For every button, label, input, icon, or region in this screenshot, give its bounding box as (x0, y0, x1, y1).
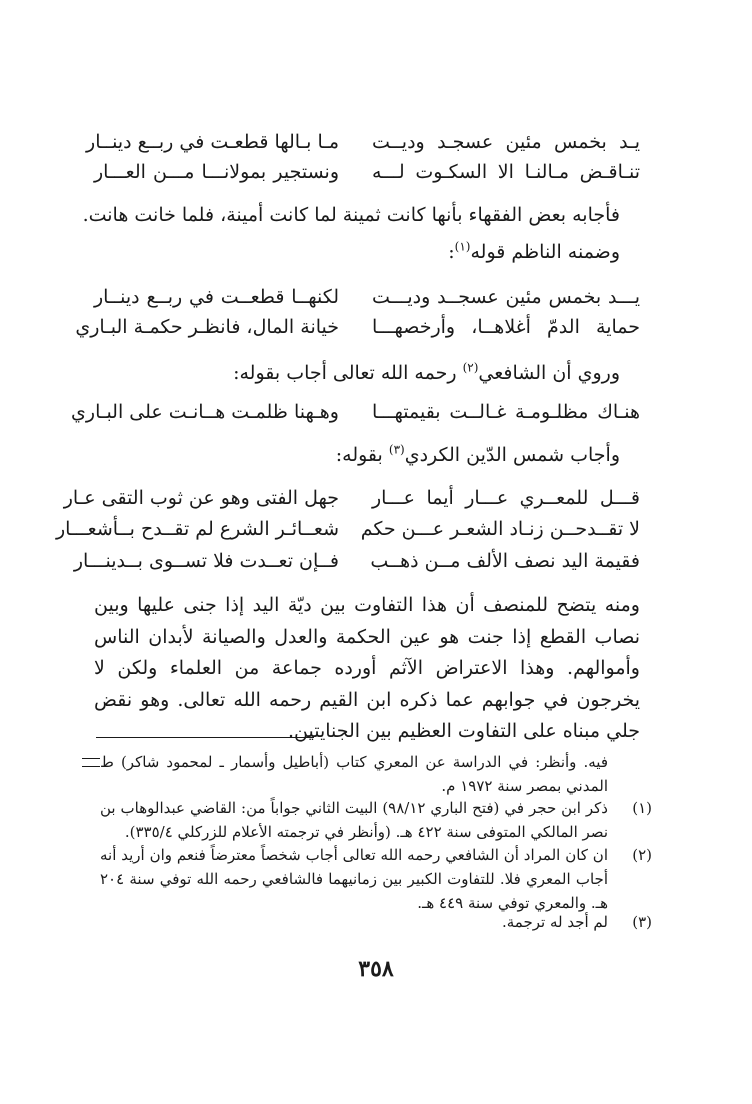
footnote-mark: (١) (632, 799, 652, 817)
prose-line (94, 440, 620, 471)
verse-line (71, 397, 640, 427)
verse-first-hemistich: لا تقــدحــن زنـاد الشعـر عـــن حكم (360, 518, 640, 540)
footnote-text: فيه. وأنظر: في الدراسة عن المعري كتاب (أباطيل وأسمار ـ لمحمود شاكر) ط المدني بمصر سنة ١٩٧٢ م. (100, 753, 608, 795)
prose-line (94, 358, 620, 389)
prose-line: فأجابه بعض الفقهاء بأنها كانت ثمينة لما كانت أمينة، فلما خانت هانت. (82, 204, 620, 226)
verse-second-hemistich: فــإن تعــدت فلا تســوى بــدينـــار (73, 550, 339, 572)
footnote-ref: (١) (454, 239, 471, 254)
footnote-separator (96, 737, 314, 738)
footnote-mark (616, 750, 652, 774)
verse-line (86, 127, 640, 157)
verse-second-hemistich: لكنهــا قطعــت في ربــع دينــار (94, 286, 339, 308)
verse-line (94, 157, 640, 187)
verse-second-hemistich: شعــائـر الشرع لم تقــدح بــأشعـــار (55, 518, 339, 540)
prose-text: رحمه الله تعالى أجاب بقوله: (233, 362, 463, 384)
verse-first-hemistich: فقيمة اليد نصف الألف مــن ذهــب (370, 550, 640, 572)
prose-text: وضمنه الناظم قوله (470, 241, 620, 263)
prose-text: وأجاب شمس الدّين الكردي (404, 444, 620, 466)
footnote-mark: (٣) (632, 913, 652, 931)
footnote (100, 910, 652, 934)
prose-line (94, 237, 620, 268)
verse-first-hemistich: يـد بخمس مئين عسجـد وديــت (372, 131, 640, 153)
verse-second-hemistich: ونستجير بمولانـــا مـــن العـــار (94, 161, 339, 183)
page-number: ٣٥٨ (358, 956, 394, 982)
verse-line (75, 312, 640, 342)
footnote-ref: (٣) (388, 442, 405, 457)
verse-first-hemistich: قـــل للمعــري عـــار أيما عـــار (372, 487, 640, 509)
prose-text: بقوله: (335, 444, 389, 466)
verse-second-hemistich: مـا بـالها قطعـت في ربــع دينــار (86, 131, 339, 153)
footnote-mark: (٢) (632, 846, 652, 864)
continuation-mark-icon (82, 758, 100, 767)
body-paragraph: ومنه يتضح للمنصف أن هذا التفاوت بين ديّة اليد إذا جنى عليها وبين نصاب القطع إذا جنت هو عين الحكمة والعدل والصيانة لأبدان الناس وأموالهم. وهذا الاعتراض الآثم أورده جماعة من العلماء ولكن لا يخرجون في جوابهم عما ذكره ابن القيم رحمه الله تعالى. وهو نقض جلي مبناه على التفاوت العظيم بين الجنايتين. (94, 594, 640, 742)
verse-first-hemistich: يـــد بخمس مئين عسجــد وديـــت (372, 286, 640, 308)
verse-first-hemistich: حماية الدمّ أغلاهــا، وأرخصهـــا (372, 316, 640, 338)
verse-second-hemistich: خيانة المال، فانظـر حكمـة البـاري (75, 316, 339, 338)
verse-first-hemistich: هنـاك مظلـومـة غـالــت بقيمتهـــا (372, 401, 640, 423)
footnote-text: لم أجد له ترجمة. (502, 913, 608, 931)
footnote-ref: (٢) (462, 360, 479, 375)
verse-first-hemistich: تنـاقـض مـالنـا الا السكـوت لـــه (372, 161, 640, 183)
verse-line (63, 483, 640, 513)
verse-line (94, 282, 640, 312)
verse-second-hemistich: جهل الفتى وهو عن ثوب التقى عـار (63, 487, 339, 509)
verse-line (73, 546, 640, 576)
footnote-text: ان كان المراد أن الشافعي رحمه الله تعالى أجاب شخصاً معترضاً فنعم وان أريد أنه أجاب المعري فلا. للتفاوت الكبير بين زمانيهما فالشافعي رحمه الله توفي سنة ٢٠٤ هـ. والمعري توفي سنة ٤٤٩ هـ. (100, 846, 608, 912)
prose-text: وروي أن الشافعي (478, 362, 620, 384)
verse-second-hemistich: وهـهنا ظلمـت هــانـت على البـاري (71, 401, 339, 423)
prose-text: : (448, 241, 455, 263)
footnote (100, 843, 652, 915)
verse-line (55, 514, 640, 544)
footnote (100, 750, 652, 798)
footnote-text: ذكر ابن حجر في (فتح الباري ٩٨/١٢) البيت الثاني جواباً من: القاضي عبدالوهاب بن نصر المالكي المتوفى سنة ٤٢٢ هـ. (وأنظر في ترجمته الأعلام للزركلي ٣٣٥/٤). (100, 799, 608, 841)
footnote (100, 796, 652, 844)
